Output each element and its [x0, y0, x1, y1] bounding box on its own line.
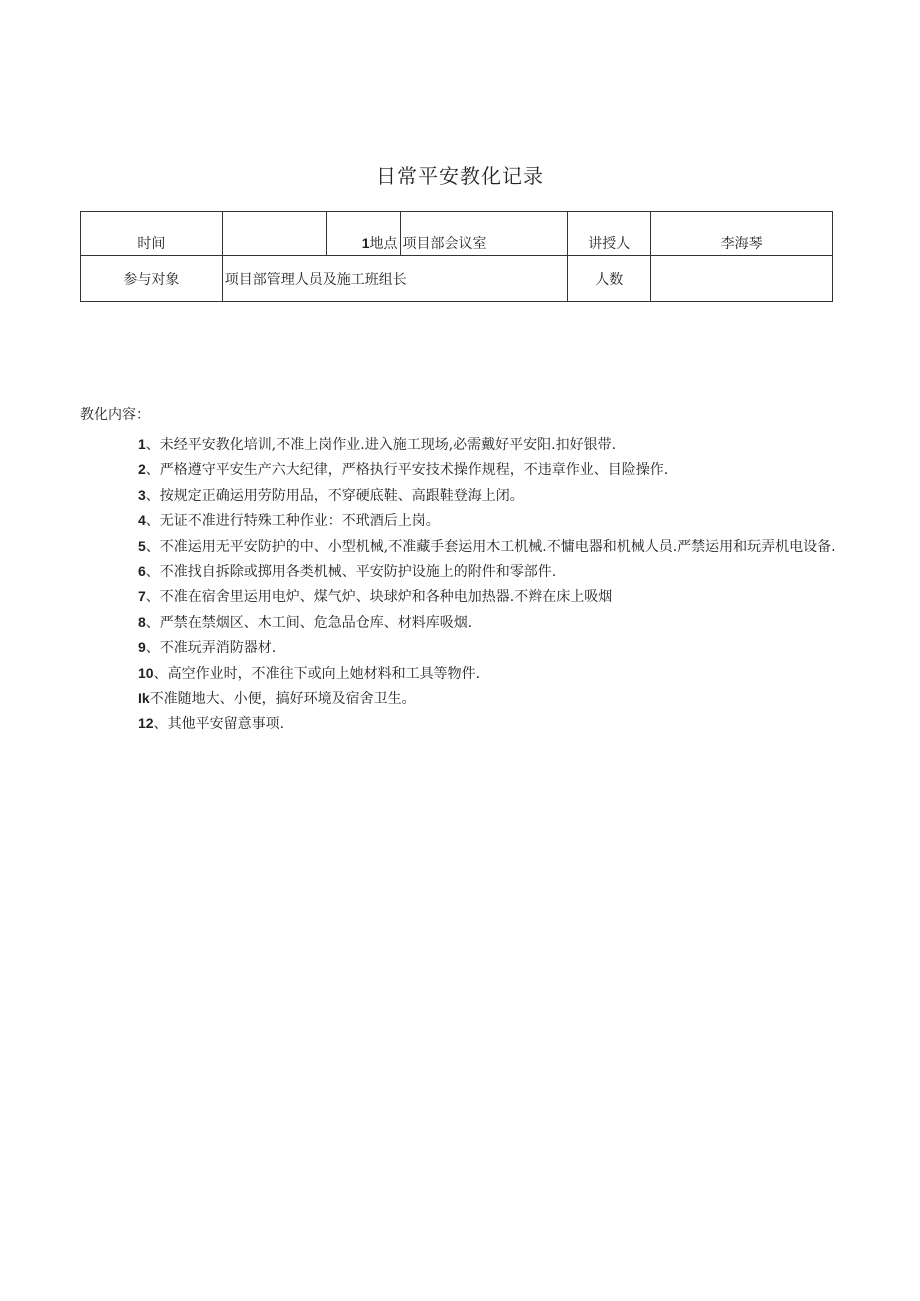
item-text: 按规定正确运用劳防用品，不穿硬底鞋、高跟鞋登海上闭。 — [159, 487, 524, 504]
item-text: 无证不准进行特殊工种作业：不玳酒后上岗。 — [159, 513, 440, 530]
table-row — [81, 256, 833, 302]
item-text: 不准随地大、小便，搞好环境及宿舍卫生。 — [149, 691, 416, 708]
list-item: 7、不准在宿舍里运用电炉、煤气炉、块球炉和各种电加热器.不辫在床上吸烟 — [138, 588, 613, 606]
time-value — [222, 212, 326, 256]
item-number: 8 — [138, 613, 146, 630]
lecturer-label: 讲授人 — [568, 212, 651, 256]
item-number: 5 — [138, 537, 146, 554]
list-item: 10、高空作业时，不准往下或向上她材料和工具等物件. — [138, 664, 481, 682]
item-number: Ik — [138, 690, 150, 707]
item-text: 严禁在禁烟区、木工间、危急品仓库、材料库吸烟. — [159, 614, 473, 631]
count-value — [651, 256, 833, 302]
item-number: 10 — [138, 664, 154, 681]
list-item: 3、按规定正确运用劳防用品，不穿硬底鞋、高跟鞋登海上闭。 — [138, 486, 524, 504]
item-text: 严格遵守平安生产六大纪律，严格执行平安技术操作规程，不违章作业、目险操作. — [159, 462, 669, 479]
place-label-cell — [326, 212, 400, 256]
item-text: 不准找自拆除或掷用各类机械、平安防护设施上的附件和零部件. — [159, 564, 557, 581]
list-item: 12、其他平安留意事项. — [138, 715, 285, 733]
place-value: 项目部会议室 — [400, 212, 568, 256]
lecturer-value: 李海琴 — [651, 212, 833, 256]
list-item: 9、不准玩弄消防器材. — [138, 639, 277, 657]
item-number: 2 — [138, 461, 146, 478]
list-item: 5、不准运用无平安防护的中、小型机械,不准藏手套运用木工机械.不慵电器和机械人员.严禁运用和玩弄机电设备. — [138, 537, 836, 555]
content-label: 教化内容： — [80, 407, 150, 423]
list-item: 4、无证不准进行特殊工种作业：不玳酒后上岗。 — [138, 512, 440, 530]
list-item — [80, 686, 840, 711]
item-text: 高空作业时，不准往下或向上她材料和工具等物件. — [167, 665, 481, 682]
item-number: 3 — [138, 486, 146, 503]
page-title: 日常平安教化记录 — [376, 164, 544, 188]
list-item: 1、未经平安教化培训,不准上岗作业.进入施工现场,必需戴好平安阳.扣好银带. — [138, 436, 617, 453]
item-number: 12 — [138, 715, 154, 732]
list-item: 6、不准找自拆除或掷用各类机械、平安防护设施上的附件和零部件. — [138, 563, 557, 581]
item-number: 9 — [138, 639, 146, 656]
item-text: 不准玩弄消防器材. — [159, 640, 277, 657]
item-text: 不准运用无平安防护的中、小型机械,不准藏手套运用木工机械.不慵电器和机械人员.严禁运用和玩弄机电设备. — [159, 538, 836, 555]
list-item: 2、严格遵守平安生产六大纪律，严格执行平安技术操作规程，不违章作业、目险操作. — [138, 461, 669, 479]
item-number: 4 — [138, 512, 146, 529]
content-section — [80, 404, 840, 737]
count-label: 人数 — [568, 256, 651, 302]
participants-value: 项目部管理人员及施工班组长 — [222, 256, 568, 302]
item-text: 未经平安教化培训,不准上岗作业.进入施工现场,必需戴好平安阳.扣好银带. — [159, 437, 617, 453]
record-info-table — [80, 211, 833, 302]
list-item: 8、严禁在禁烟区、木工间、危急品仓库、材料库吸烟. — [138, 613, 473, 631]
item-number: 1 — [138, 436, 146, 452]
place-label: 地点 — [369, 236, 398, 252]
item-number: 7 — [138, 588, 146, 605]
item-text: 不准在宿舍里运用电炉、煤气炉、块球炉和各种电加热器.不辫在床上吸烟 — [159, 589, 613, 606]
place-label-prefix: 1 — [361, 235, 370, 251]
participants-label: 参与对象 — [81, 256, 223, 302]
time-label: 时间 — [81, 212, 223, 256]
table-row — [81, 212, 833, 256]
item-number: 6 — [138, 563, 146, 580]
item-text: 其他平安留意事项. — [167, 716, 285, 733]
